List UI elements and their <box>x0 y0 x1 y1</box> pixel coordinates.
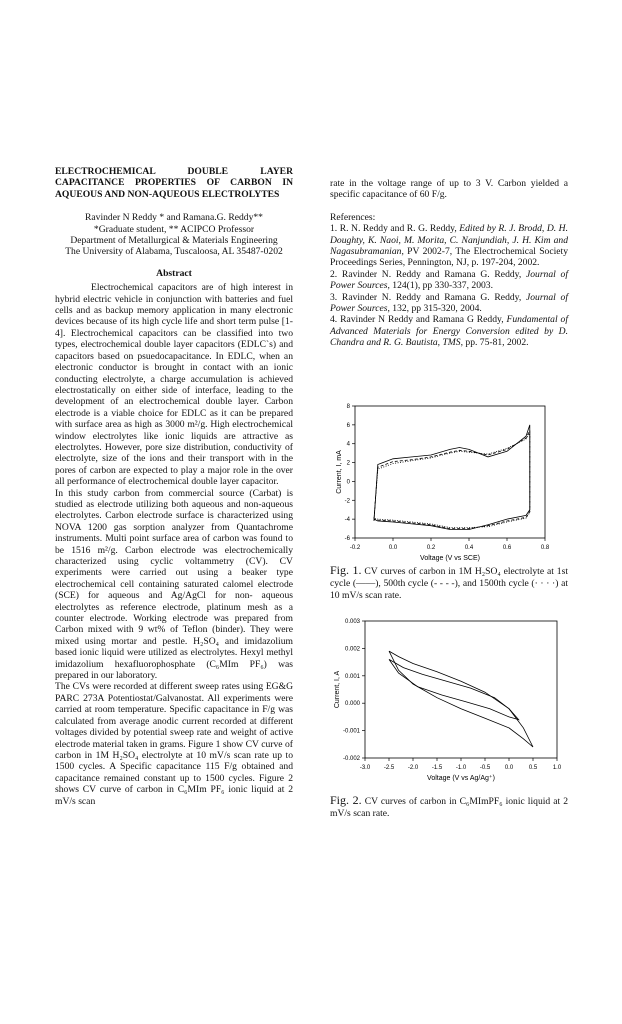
y-tick-label: -4 <box>344 517 350 524</box>
figure-1-chart <box>325 396 560 566</box>
x-tick-label: -3.0 <box>359 765 371 771</box>
ref-text: pp. 75-81, 2002. <box>463 337 529 349</box>
figure-2-caption-text: CV curves of carbon in C₆MImPF₆ ionic liquid at 2 mV/s scan rate. <box>330 796 568 819</box>
references-heading: References: <box>330 211 376 223</box>
figure-1-label: Fig. 1. <box>330 563 362 577</box>
y-tick-label: 8 <box>346 404 350 410</box>
cv-curve-series-2 <box>389 659 519 719</box>
figure-1-caption <box>330 564 568 602</box>
ref-text: , 124(1), pp 330-337, 2003. <box>387 280 493 292</box>
x-tick-label: 0.8 <box>540 545 550 551</box>
x-tick-label: 0.0 <box>504 765 514 771</box>
affiliation-department: Department of Metallurgical & Materials Engineering <box>70 235 278 247</box>
x-tick-label: 0.0 <box>388 545 398 551</box>
y-tick-label: 2 <box>346 460 350 467</box>
figure-2-caption <box>330 794 568 820</box>
y-tick-label: 0.003 <box>344 619 360 625</box>
ref-text: 1. R. N. Reddy and R. G. Reddy, <box>330 223 460 235</box>
cv-curve-series-3 <box>374 433 530 527</box>
x-tick-label: 0.2 <box>426 545 436 551</box>
x-tick-label: -0.2 <box>349 545 361 551</box>
figure-2-label: Fig. 2. <box>330 793 362 807</box>
y-axis-label: Current, I, mA <box>336 450 343 494</box>
plot-frame <box>355 406 545 538</box>
abstract-heading: Abstract <box>156 267 192 279</box>
author-line: Ravinder N Reddy * and Ramana.G. Reddy** <box>85 212 263 224</box>
right-column <box>330 178 568 349</box>
figure-1-caption-text: CV curves of carbon in 1M H₂SO₄ electrolyte at 1st cycle (——), 500th cycle (- - - -), and 1500th cycle (· · · ·) at 10 mV/s scan rate. <box>330 566 569 601</box>
y-tick-label: -0.001 <box>342 728 360 735</box>
cv-curve-series-1 <box>374 425 530 530</box>
ref-italic: Journal of Power Sources <box>330 291 568 315</box>
paper-title: ELECTROCHEMICAL DOUBLE LAYER CAPACITANCE PROPERTIES OF CARBON IN AQUEOUS AND NON-AQUEOUS ELECTROLYTES <box>55 166 293 200</box>
left-column <box>55 166 293 807</box>
x-axis-label: Voltage (V vs Ag/Ag⁺) <box>427 775 495 782</box>
x-tick-label: -1.0 <box>455 765 467 771</box>
y-tick-label: 0.000 <box>344 701 360 708</box>
x-tick-label: 1.0 <box>552 765 562 771</box>
cv-curve-series-1 <box>389 651 533 747</box>
reference-2 <box>330 269 568 292</box>
x-tick-label: -2.0 <box>407 765 419 771</box>
figure-2-chart <box>325 613 565 785</box>
y-tick-label: 6 <box>346 422 350 429</box>
y-tick-label: -2 <box>344 498 350 505</box>
y-tick-label: -0.002 <box>342 756 360 762</box>
body-paragraph-methods: In this study carbon from commercial source (Carbat) is studied as electrode utilizing both aqueous and non-aqueous electrolytes. Carbon electrode surface is characterized using NOVA 1200 gas sorption analyzer from Quantachrome instruments. Multi point surface area of carbon was found to be 1516 m²/g. Carbon electrode was electrochemically characterized using cyclic voltammetry (CV). CV experiments were carried out using a beaker type electrochemical cell containing saturated calomel electrode (SCE) for aqueous and Ag/AgCl for non- aqueous electrolytes as reference electrode, platinum mesh as a counter electrode. Working electrode was prepared from Carbon mixed with 9 wt% of Teflon (binder). They were mixed using mortar and pestle. H₂SO₄ and imidazolium based ionic liquid were utilized as electrolytes. Hexyl methyl imidazolium hexafluorophosphate (C₆MIm PF₆) was prepared in our laboratory. <box>55 487 293 682</box>
ref-text: , 132, pp 315-320, 2004. <box>387 303 482 315</box>
x-tick-label: 0.5 <box>528 765 538 771</box>
x-tick-label: 0.4 <box>464 545 474 551</box>
ref-italic: Fundamental of Advanced Materials for Energy Conversion edited by D. Chandra and R. G. Bautista, TMS, <box>330 314 568 349</box>
body-paragraph-results: The CVs were recorded at different sweep rates using EG&G PARC 273A Potentiostat/Galvanostat. All experiments were carried at room temperature. Specific capacitance in F/g was calculated from average anodic current recorded at different voltages divided by potential sweep rate and weight of active electrode material taken in grams. Figure 1 show CV curve of carbon in 1M H₂SO₄ electrolyte at 10 mV/s scan rate up to 1500 cycles. A Specific capacitance 115 F/g obtained and capacitance remained constant up to 1500 cycles. Figure 2 shows CV curve of carbon in C₆MIm PF₆ ionic liquid at 2 mV/s scan <box>55 681 293 807</box>
x-tick-label: -0.5 <box>479 765 491 771</box>
ref-text: , PV 2002-7, The Electrochemical Society Proceedings Series, Pennington, NJ, p. 197-204, 2002. <box>330 246 568 269</box>
x-axis-label: Voltage (V vs SCE) <box>420 555 480 562</box>
ref-text: 4. Ravinder N Reddy and Ramana G Reddy, <box>330 314 507 326</box>
body-paragraph-continued: rate in the voltage range of up to 3 V. Carbon yielded a specific capacitance of 60 F/g. <box>330 178 568 201</box>
ref-italic: Edited by R. J. Brodd, D. H. Doughty, K. Naoi, M. Morita, C. Nanjundiah, J. H. Kim and Nagasubramanian <box>330 223 568 258</box>
cv-curve-series-2 <box>374 431 530 529</box>
x-tick-label: -1.5 <box>431 765 443 771</box>
reference-1 <box>330 223 568 269</box>
y-axis-label: Current, I, A <box>334 670 341 709</box>
y-tick-label: 0.001 <box>344 673 360 680</box>
y-tick-label: 4 <box>346 441 350 448</box>
x-tick-label: -2.5 <box>383 765 395 771</box>
affiliation-university: The University of Alabama, Tuscaloosa, AL 35487-0202 <box>65 246 283 258</box>
y-tick-label: 0.002 <box>344 646 360 653</box>
reference-4 <box>330 314 568 348</box>
y-tick-label: -6 <box>344 536 350 542</box>
ref-text: 3. Ravinder N. Reddy and Ramana G. Reddy, <box>330 291 526 303</box>
x-tick-label: 0.6 <box>502 545 512 551</box>
affiliation-role: *Graduate student, ** ACIPCO Professor <box>93 223 255 235</box>
reference-3 <box>330 292 568 315</box>
y-tick-label: 0 <box>346 479 350 486</box>
abstract-paragraph: Electrochemical capacitors are of high interest in hybrid electric vehicle in conjunction with batteries and fuel cells and as backup memory application in many electronic devices because of its high cycle life and short term pulse [1-4]. Electrochemical capacitors can be classified into two types, electrochemical double layer capacitors (EDLC`s) and capacitors based on psuedocapacitance. In EDLC, when an electronic conductor is brought in contact with an ionic conducting electrolyte, a charge accumulation is achieved electrostatically on either side of interface, leading to the development of an electrochemical double layer. Carbon electrode is a viable choice for EDLC as it can be prepared with surface area as high as 3000 m²/g. High electrochemical window electrolytes like ionic liquids are attractive as electrolytes. However, pore size distribution, conductivity of electrolyte, size of the ions and their transport with in the pores of carbon are expected to play a major role in the over all performance of electrochemical double layer capacitor. <box>55 282 293 488</box>
ref-text: 2. Ravinder N. Reddy and Ramana G. Reddy, <box>330 268 526 280</box>
ref-italic: Journal of Power Sources <box>330 268 568 292</box>
